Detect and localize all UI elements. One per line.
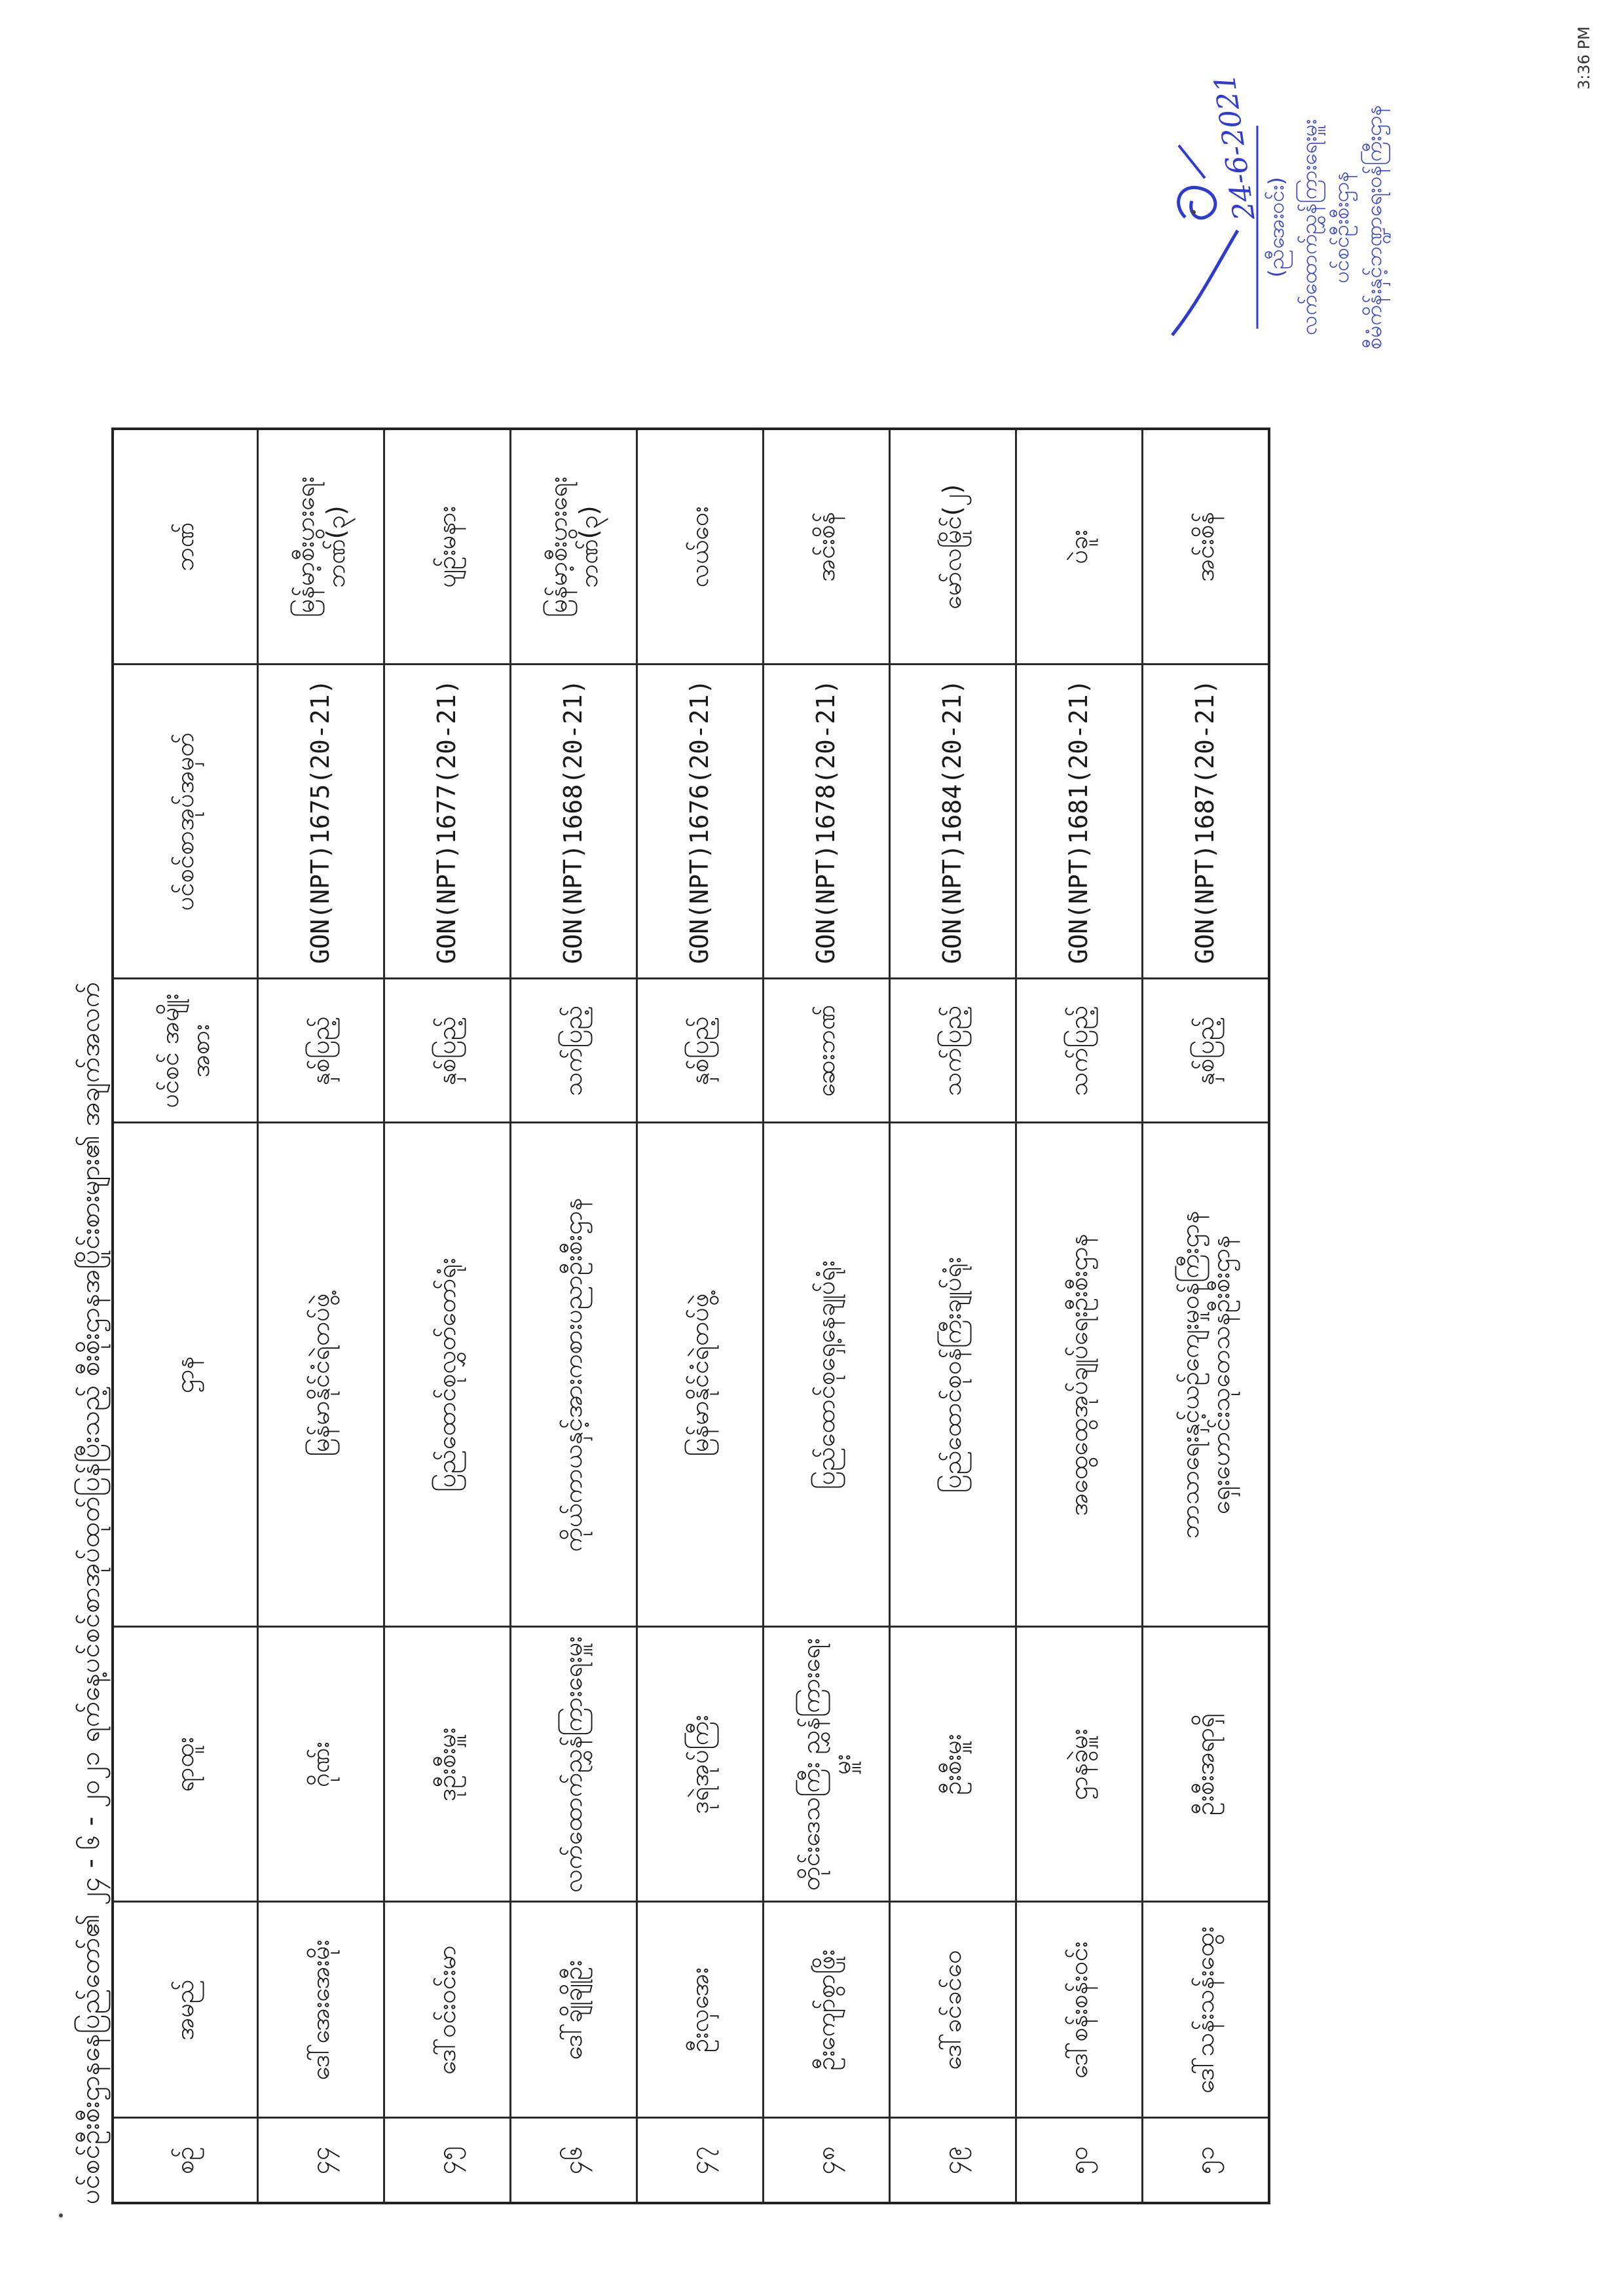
cell-pension-no: GON(NPT)1677(20-21) [384,665,511,979]
cell-role: ဂိုဏ်း [258,1627,384,1902]
cell-no: ၄၄ [258,2118,384,2203]
cell-no: ၄၆ [511,2118,637,2203]
cell-no: ၄၅ [384,2118,511,2203]
cell-type: ဆေးဘဏ် [764,979,890,1123]
stamp-line: စီမံကိန်းနှင့်ဘဏ္ဍာရေးဝန်ကြီးဌာန [1361,105,1386,350]
cell-district: မြန်မာ့စီးပွားရေးဘဏ်(၃) [511,429,637,665]
cell-role: လက်ထောက်ညွှန်ကြားရေးမှူး [511,1627,637,1902]
cell-pension-no: GON(NPT)1687(20-21) [1143,665,1270,979]
cell-type: သက်ပြည့် [1016,979,1143,1123]
cell-no: ၄၉ [890,2118,1016,2203]
cell-role: ဦးစီးအရာရှိ [1143,1627,1270,1902]
table-row [1143,429,1270,2203]
header-district: ဘဏ် [113,429,258,665]
cell-role: ဒုဦးစီးမှူး [384,1627,511,1902]
cell-address: ပြည်ထောင်စုလွှတ်တော်ရုံး [384,1123,511,1627]
table-header-row [113,429,258,2203]
header-name: အမည် [113,1902,258,2118]
table-row [764,429,890,2203]
table-row [258,429,384,2203]
cell-address: မြန်မာနိုင်ငံရဲတပ်ဖွဲ့ [258,1123,384,1627]
cell-district: ပျဉ်းမနား [384,429,511,665]
cell-name: ဒေါ်စန်းစန်းဝင်း [1016,1902,1143,2118]
cell-name: ဦးလှအေး [637,1902,764,2118]
cell-type: နှစ်ပြည့် [384,979,511,1123]
cell-address: ပြည်ထောင်စုရှေ့နေချုပ်ရုံး [764,1123,890,1627]
cell-type: သက်ပြည့် [511,979,637,1123]
cell-address: မြန်မာနိုင်ငံရဲတပ်ဖွဲ့ [637,1123,764,1627]
cell-no: ၄၇ [637,2118,764,2203]
cell-pension-no: GON(NPT)1676(20-21) [637,665,764,979]
table-row [511,429,637,2203]
cell-role: တိုင်းဒေသကြီး ညွှန်ကြားရေးမှူး [764,1627,890,1902]
cell-no: ၅၀ [1016,2118,1143,2203]
cell-type: နှစ်ပြည့် [637,979,764,1123]
cell-no: ၄၈ [764,2118,890,2203]
document-title: ပင်စင်ဦးစီးဌာနနေပြည်တော်၏ ၂၄ - ၆ - ၂၀၂၁ ရက်နေ့ပင်စင်စာအုပ်ထုတ်ပြန်ပြီးသည့် စီးစိုးဌာနအပြိုင်းစားများ၏ အချက်အလက် [75,981,105,2204]
scan-speck [1192,210,1196,214]
cell-type: နှစ်ပြည့် [258,979,384,1123]
cell-district: လယ်ဝေး [637,429,764,665]
scan-timestamp: 3:36 PM [1575,26,1593,90]
cell-name: ဒေါ်သန်းသန်းထွေး [1143,1902,1270,2118]
signature-date: 24-6-2021 [1208,71,1262,223]
cell-district: မော်လမြိုင်(၂) [890,429,1016,665]
table-row [384,429,511,2203]
header-pension-no: ပင်စင်စာအုပ်အမှတ် [113,665,258,979]
cell-address: ပြည်ထောင်စုဝန်ကြီးချုပ်ရုံး [890,1123,1016,1627]
cell-role: ဦးစီးမှူး [890,1627,1016,1902]
cell-address: အထွေထွေအုပ်ချုပ်ရေးဦးစီးဌာန [1016,1123,1143,1627]
cell-role: ဌာနခွဲမှူး [1016,1627,1143,1902]
cell-pension-no: GON(NPT)1684(20-21) [890,665,1016,979]
scan-speck [59,2214,63,2217]
pension-table [111,428,1270,2204]
stamp-line: လက်ထောက်ညွှန်ကြားရေးမှူး [1296,119,1321,335]
cell-pension-no: GON(NPT)1675(20-21) [258,665,384,979]
cell-name: ဒေါ်အေးအေးမိုး [258,1902,384,2118]
cell-name: ဒေါ်ဝင်းဝင်းမာ [384,1902,511,2118]
cell-name: ဒေါ်ချိုချိုဦး [511,1902,637,2118]
table-row [637,429,764,2203]
header-no: စဉ် [113,2118,258,2203]
header-type: ပင်စင် အမျိုးအစား [113,979,258,1123]
cell-name: ဦးကျော်စွာဖြိုး [764,1902,890,2118]
cell-address: ဘာသာရေးနှင့်ယဉ်ကျေးမှုဝန်ကြီးဌာန ရှေးဟောင်းသုတေသနဦးစီးဌာန [1143,1123,1270,1627]
stamp-line: (ညီအေးဝင်း) [1264,177,1289,278]
cell-address: ကိုယ်ကာယနှင့်အားကစားပညာဦးစီးဌာန [511,1123,637,1627]
header-address: ဌာန [113,1123,258,1627]
table-row [1016,429,1143,2203]
cell-type: နှစ်ပြည့် [1143,979,1270,1123]
cell-district: အင်းစိန် [1143,429,1270,665]
cell-role: ဒုရဲအုပ်ကြီး [637,1627,764,1902]
cell-district: အင်းစိန် [764,429,890,665]
stamp-line: ပင်စင်ဦးစီးဌာန [1329,171,1354,283]
cell-district: မြန်မာ့စီးပွားရေးဘဏ်(၃) [258,429,384,665]
cell-type: သက်ပြည့် [890,979,1016,1123]
cell-pension-no: GON(NPT)1678(20-21) [764,665,890,979]
cell-no: ၅၁ [1143,2118,1270,2203]
cell-name: ဒေါ်ခင်ခင်ဝေ [890,1902,1016,2118]
cell-pension-no: GON(NPT)1668(20-21) [511,665,637,979]
header-role: ရာထူး [113,1627,258,1902]
cell-pension-no: GON(NPT)1681(20-21) [1016,665,1143,979]
cell-district: ပဲခူး [1016,429,1143,665]
table-row [890,429,1016,2203]
official-stamp [1261,44,1390,410]
